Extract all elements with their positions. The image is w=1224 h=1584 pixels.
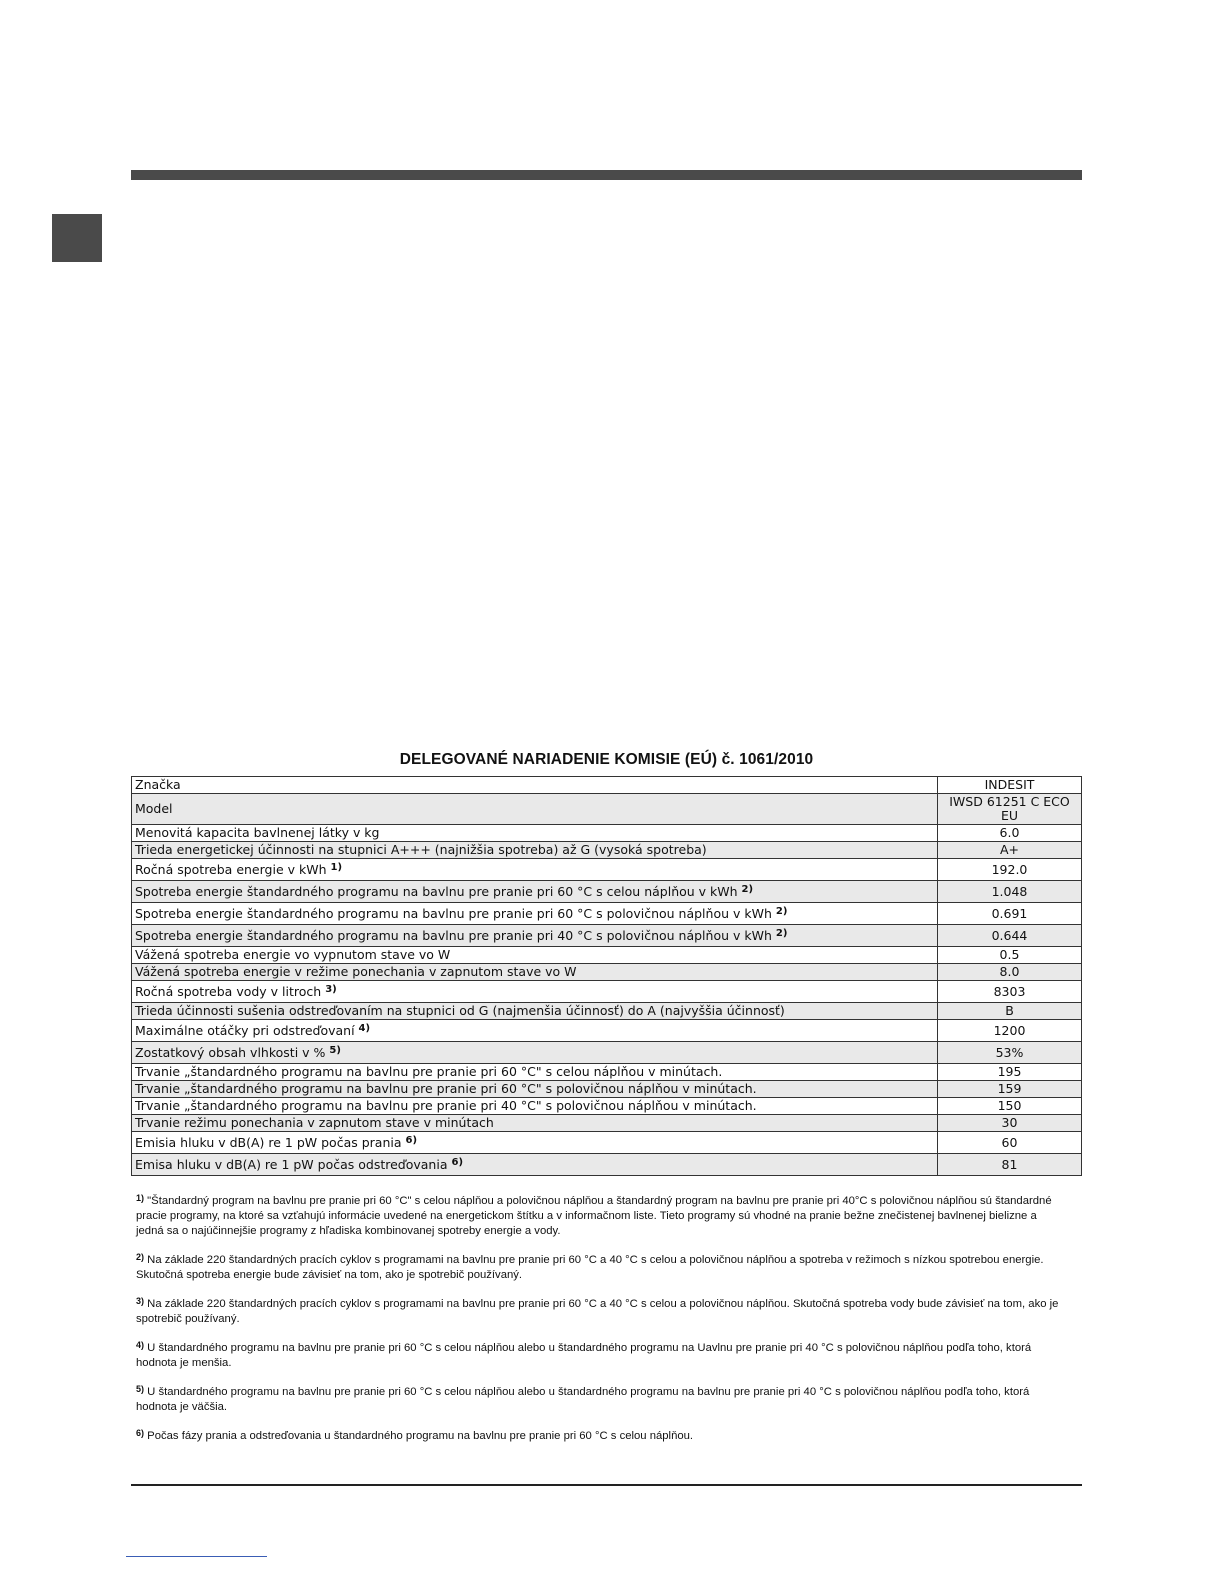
row-label-text: Trvanie režimu ponechania v zapnutom stave v minútach [135, 1115, 494, 1130]
footnote-text: Na základe 220 štandardných pracích cyklov s programami na bavlnu pre pranie pri 60 °C a 40 °C s celou a polovičnou náplňou. Skutočná spotreba vody bude závisieť na tom, ako je spotrebič používaný. [136, 1298, 1059, 1325]
footnote-ref: 1) [330, 861, 343, 873]
footnote-ref: 6) [451, 1156, 464, 1168]
footnote-mark: 5) [136, 1384, 145, 1394]
table-row [132, 1064, 1082, 1081]
row-value: 159 [938, 1081, 1082, 1098]
row-value: 0.691 [938, 903, 1082, 925]
table-row [132, 881, 1082, 903]
row-label [132, 981, 938, 1003]
footnote [136, 1341, 1066, 1371]
row-label [132, 903, 938, 925]
row-value: IWSD 61251 C ECO EU [938, 794, 1082, 825]
row-label-text: Trieda účinnosti sušenia odstreďovaním na stupnici od G (najmenšia účinnosť) do A (najvyššia účinnosť) [135, 1003, 785, 1018]
row-value: 150 [938, 1098, 1082, 1115]
footnote-ref: 2) [775, 927, 788, 939]
row-label-text: Spotreba energie štandardného programu na bavlnu pre pranie pri 60 °C s polovičnou náplňou v kWh [135, 905, 772, 921]
row-value: 53% [938, 1042, 1082, 1064]
section-tab-marker [52, 214, 102, 262]
table-row [132, 1132, 1082, 1154]
row-label-text: Trvanie „štandardného programu na bavlnu pre pranie pri 40 °C" s polovičnou náplňou v minútach. [135, 1098, 757, 1113]
row-value: 195 [938, 1064, 1082, 1081]
row-label-text: Ročná spotreba energie v kWh [135, 861, 327, 877]
row-value: 81 [938, 1154, 1082, 1176]
row-label [132, 1154, 938, 1176]
table-row [132, 1098, 1082, 1115]
row-value: 1.048 [938, 881, 1082, 903]
footnote-text: U štandardného programu na bavlnu pre pranie pri 60 °C s celou náplňou alebo u štandardného programu na Uavlnu pre pranie pri 40 °C s polovičnou náplňou podľa toho, ktorá hodnota je menšia. [136, 1342, 1032, 1369]
table-row [132, 859, 1082, 881]
row-label-text: Emisa hluku v dB(A) re 1 pW počas odstreďovania [135, 1156, 448, 1172]
row-label [132, 964, 938, 981]
table-row [132, 794, 1082, 825]
row-value: B [938, 1003, 1082, 1020]
table-row [132, 1154, 1082, 1176]
row-label-text: Trvanie „štandardného programu na bavlnu pre pranie pri 60 °C" s polovičnou náplňou v minútach. [135, 1081, 757, 1096]
footnote-text: U štandardného programu na bavlnu pre pranie pri 60 °C s celou náplňou alebo u štandardného programu na bavlnu pre pranie pri 40 °C s polovičnou náplňou podľa toho, ktorá hodnota je väčšia. [136, 1386, 1030, 1413]
footnote [136, 1253, 1066, 1283]
row-value: 8303 [938, 981, 1082, 1003]
row-label [132, 1003, 938, 1020]
table-row [132, 981, 1082, 1003]
row-label-text: Emisia hluku v dB(A) re 1 pW počas prania [135, 1134, 402, 1150]
footnote-ref: 4) [358, 1022, 371, 1034]
row-value: 60 [938, 1132, 1082, 1154]
footnote [136, 1194, 1066, 1239]
row-label-text: Vážená spotreba energie v režime ponechania v zapnutom stave vo W [135, 964, 577, 979]
row-value: A+ [938, 842, 1082, 859]
table-row [132, 1020, 1082, 1042]
row-label-text: Menovitá kapacita bavlnenej látky v kg [135, 825, 380, 840]
row-label [132, 881, 938, 903]
row-label-text: Model [135, 801, 173, 816]
row-label-text: Zostatkový obsah vlhkosti v % [135, 1044, 326, 1060]
row-label-text: Trvanie „štandardného programu na bavlnu pre pranie pri 60 °C" s celou náplňou v minútach. [135, 1064, 723, 1079]
table-row [132, 947, 1082, 964]
footnote [136, 1429, 1066, 1444]
row-label [132, 842, 938, 859]
row-value: INDESIT [938, 777, 1082, 794]
row-label [132, 794, 938, 825]
row-label-text: Ročná spotreba vody v litroch [135, 983, 322, 999]
footnote-mark: 1) [136, 1193, 145, 1203]
row-value: 0.5 [938, 947, 1082, 964]
table-row [132, 777, 1082, 794]
footnote-ref: 2) [741, 883, 754, 895]
footnote-mark: 6) [136, 1428, 145, 1438]
row-value: 8.0 [938, 964, 1082, 981]
footnote-mark: 3) [136, 1296, 145, 1306]
row-label-text: Spotreba energie štandardného programu na bavlnu pre pranie pri 40 °C s polovičnou náplňou v kWh [135, 927, 772, 943]
row-value: 30 [938, 1115, 1082, 1132]
row-value: 6.0 [938, 825, 1082, 842]
header-rule [131, 170, 1082, 180]
row-value: 0.644 [938, 925, 1082, 947]
footnote-text: Počas fázy prania a odstreďovania u štandardného programu na bavlnu pre pranie pri 60 °C s celou náplňou. [147, 1430, 694, 1442]
row-value: 1200 [938, 1020, 1082, 1042]
row-label [132, 925, 938, 947]
table-row [132, 842, 1082, 859]
footnote-text: Na základe 220 štandardných pracích cyklov s programami na bavlnu pre pranie pri 60 °C a 40 °C s celou a polovičnou náplňou a spotreba v režimoch s nízkou spotrebou energie. Skutočná spotreba energie bude závisieť na tom, ako je spotrebič používaný. [136, 1254, 1044, 1281]
table-row [132, 1115, 1082, 1132]
table-row [132, 925, 1082, 947]
row-label-text: Maximálne otáčky pri odstreďovaní [135, 1022, 355, 1038]
product-info-table [131, 776, 1082, 1176]
regulation-title: DELEGOVANÉ NARIADENIE KOMISIE (EÚ) č. 1061/2010 [399, 751, 814, 768]
footnote [136, 1297, 1066, 1327]
row-label [132, 947, 938, 964]
row-value: 192.0 [938, 859, 1082, 881]
row-label [132, 859, 938, 881]
row-label [132, 825, 938, 842]
row-label [132, 1132, 938, 1154]
footnote-ref: 5) [329, 1044, 341, 1056]
row-label-text: Spotreba energie štandardného programu na bavlnu pre pranie pri 60 °C s celou náplňou v kWh [135, 883, 738, 899]
footnotes [136, 1194, 1066, 1458]
row-label [132, 1064, 938, 1081]
row-label [132, 1081, 938, 1098]
footer-link-underline [126, 1556, 267, 1557]
row-label [132, 1098, 938, 1115]
footnote-ref: 2) [775, 905, 788, 917]
footnote [136, 1385, 1066, 1415]
row-label-text: Značka [135, 777, 181, 792]
table-row [132, 903, 1082, 925]
footer-rule [131, 1484, 1082, 1486]
table-row [132, 1081, 1082, 1098]
footnote-mark: 2) [136, 1252, 145, 1262]
footnote-text: "Štandardný program na bavlnu pre pranie pri 60 °C" s celou náplňou a polovičnou náplňou a štandardný program na bavlnu pre pranie pri 40°C s polovičnou náplňou sú štandardné pracie programy, na ktoré sa vzťahujú informácie uvedené na energetickom štítku a v informačnom liste. Tieto programy sú vhodné na pranie bežne znečistenej bavlnenej bielizne a jedná sa o najúčinnejšie programy z hľadiska kombinovanej spotreby energie a vody. [136, 1195, 1052, 1237]
footnote-mark: 4) [136, 1340, 145, 1350]
row-label-text: Trieda energetickej účinnosti na stupnici A+++ (najnižšia spotreba) až G (vysoká spotreba) [135, 842, 707, 857]
row-label [132, 1115, 938, 1132]
footnote-ref: 3) [325, 983, 337, 995]
row-label-text: Vážená spotreba energie vo vypnutom stave vo W [135, 947, 451, 962]
row-label [132, 1042, 938, 1064]
table-row [132, 1042, 1082, 1064]
footnote-ref: 6) [405, 1134, 418, 1146]
table-row [132, 964, 1082, 981]
row-label [132, 777, 938, 794]
table-row [132, 825, 1082, 842]
row-label [132, 1020, 938, 1042]
table-row [132, 1003, 1082, 1020]
